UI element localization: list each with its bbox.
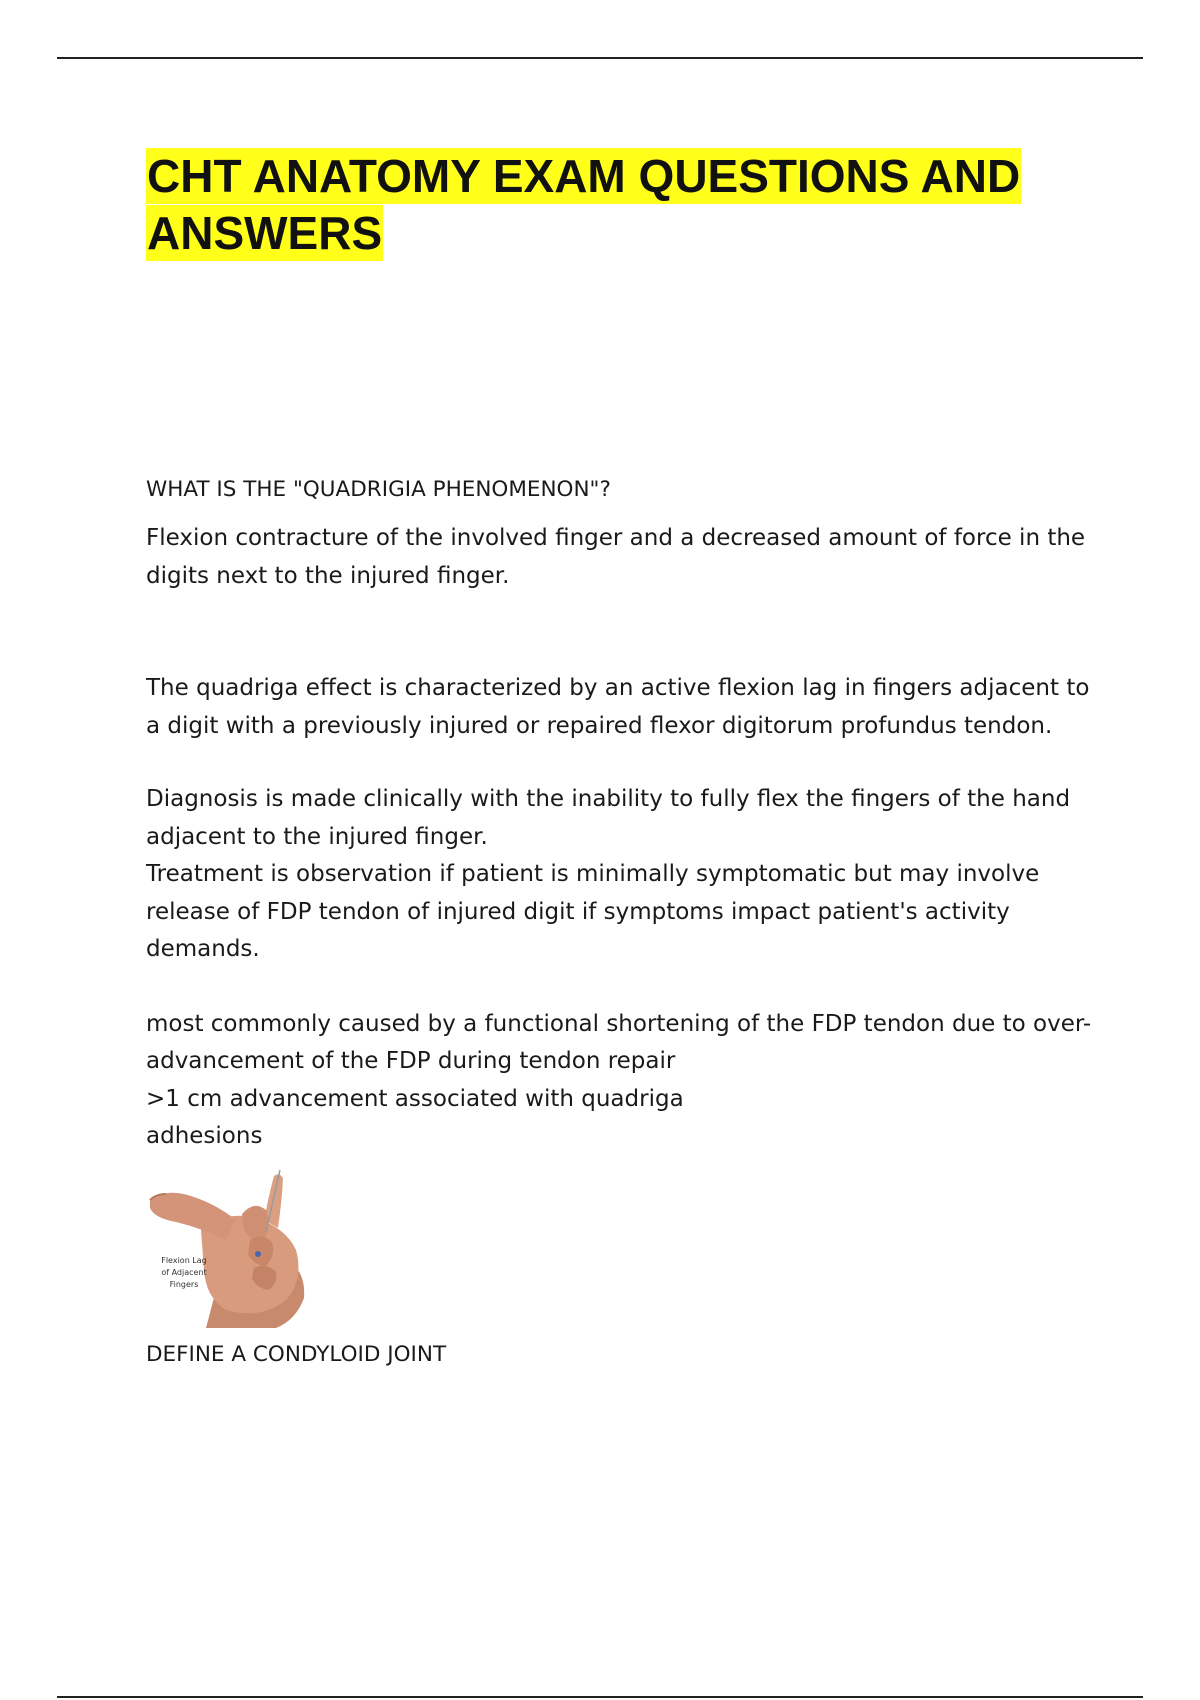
flexion-lag-hand-image — [146, 1170, 311, 1328]
document-body — [146, 148, 1106, 1373]
question-2: DEFINE A CONDYLOID JOINT — [146, 1341, 447, 1367]
question-1: WHAT IS THE "QUADRIGIA PHENOMENON"? — [146, 477, 611, 502]
document-title — [146, 148, 1106, 262]
footer-rule — [57, 1696, 1143, 1698]
figure-caption-line-2: of Adjacent — [161, 1267, 207, 1277]
answer-paragraph-3: Diagnosis is made clinically with the inability to fully flex the fingers of the hand adjacent to the injured finger. Treatment is observation if patient is minimally symptomatic but may involve release of FDP tendon of injured digit if symptoms impact patient's activity demands. — [146, 786, 1071, 962]
answer-paragraph-2: The quadriga effect is characterized by an active flexion lag in fingers adjacent to a digit with a previously injured or repaired flexor digitorum profundus tendon. — [146, 675, 1090, 739]
figure-caption-line-1: Flexion Lag — [161, 1255, 207, 1265]
header-rule — [57, 57, 1143, 59]
answer-paragraph-4: most commonly caused by a functional shortening of the FDP tendon due to over-advancement of the FDP during tendon repair >1 cm advancement associated with quadriga adhesions — [146, 1010, 1092, 1149]
figure-caption-line-3: Fingers — [169, 1279, 199, 1289]
hand-illustration — [146, 1170, 311, 1328]
title-highlight: CHT ANATOMY EXAM QUESTIONS AND ANSWERS — [147, 150, 1021, 259]
answer-paragraph-1: Flexion contracture of the involved finger and a decreased amount of force in the digits next to the injured finger. — [146, 525, 1086, 589]
